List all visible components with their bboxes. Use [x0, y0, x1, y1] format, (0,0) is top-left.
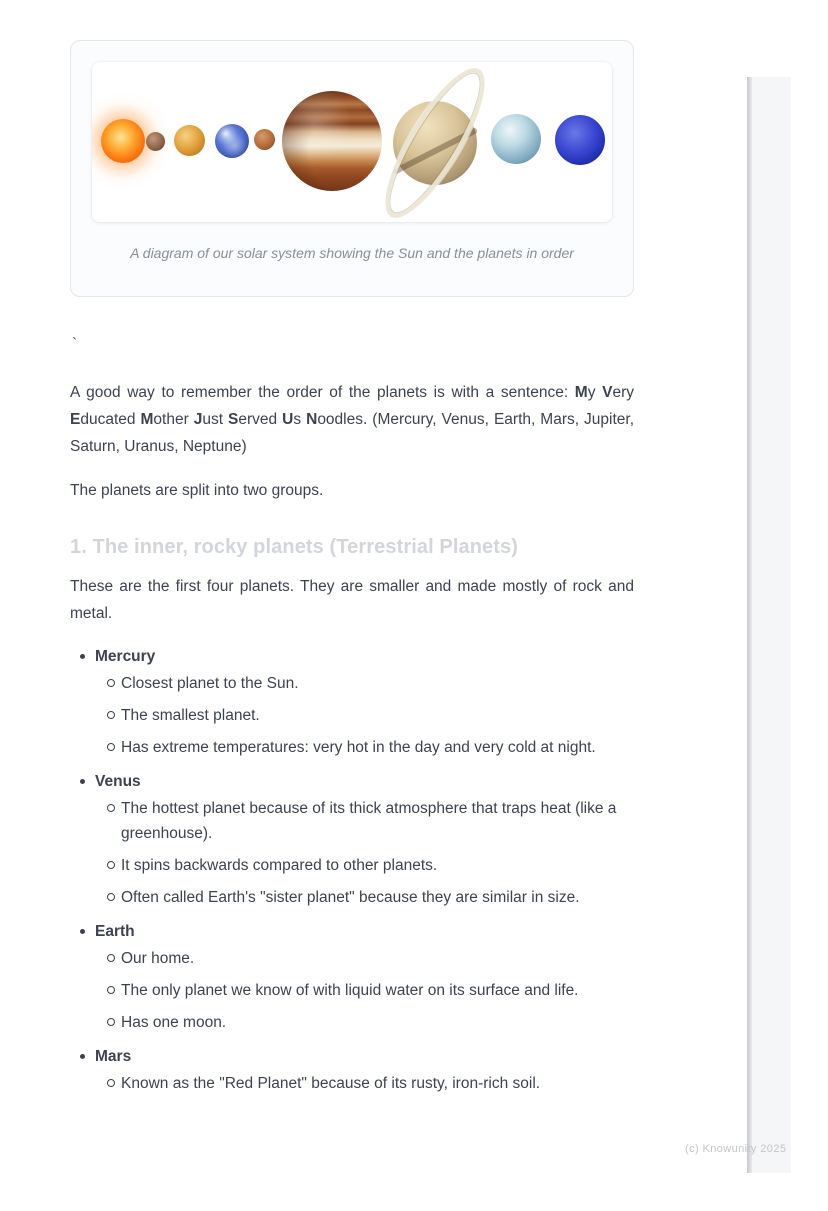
groups-paragraph: The planets are split into two groups. [70, 482, 324, 499]
mercury-image [146, 132, 165, 151]
planet-list [70, 643, 634, 1096]
mnemonic-bold-letter: U [282, 411, 294, 428]
mnemonic-text: A good way to remember the order of the planets is with a sentence: [70, 384, 575, 401]
solar-system-image [92, 62, 612, 222]
sun-image [101, 119, 145, 163]
mnemonic-bold-letter: V [602, 384, 613, 401]
planet-fact: The hottest planet because of its thick atmosphere that traps heat (like a greenhouse). [95, 796, 634, 846]
planet-name: Mars [95, 1048, 132, 1065]
planet-fact: The smallest planet. [95, 703, 634, 728]
mnemonic-text: ery [612, 384, 634, 401]
saturn-ring-image [368, 62, 501, 222]
planet-item [80, 643, 634, 760]
earth-image [215, 124, 249, 158]
stray-backtick: ` [72, 336, 78, 353]
watermark: (c) Knowunity 2025 [685, 1143, 787, 1155]
mnemonic-text: s [293, 411, 307, 428]
planet-name: Earth [95, 923, 135, 940]
planet-fact-list [95, 796, 634, 910]
uranus-image [491, 114, 541, 164]
mnemonic-bold-letter: S [228, 411, 239, 428]
planet-fact: Our home. [95, 946, 634, 971]
planet-item [80, 1043, 634, 1096]
planet-fact: Often called Earth's "sister planet" because they are similar in size. [95, 885, 634, 910]
scrollbar-thumb[interactable] [747, 77, 752, 1173]
planet-fact: It spins backwards compared to other planets. [95, 853, 634, 878]
mnemonic-paragraph [70, 379, 634, 460]
mnemonic-bold-letter: E [70, 411, 81, 428]
neptune-image [555, 115, 605, 165]
planet-fact: Has extreme temperatures: very hot in the day and very cold at night. [95, 735, 634, 760]
figure-caption: A diagram of our solar system showing the Sun and the planets in order [130, 245, 574, 261]
planet-name: Venus [95, 773, 141, 790]
mnemonic-text: oodles. (Mercury, Venus, Earth, Mars, Jupiter, Saturn, Uranus, Neptune) [70, 411, 635, 455]
planet-fact-list [95, 1071, 634, 1096]
mnemonic-bold-letter: M [574, 384, 588, 401]
planet-name: Mercury [95, 648, 156, 665]
mnemonic-text: y [587, 384, 603, 401]
planet-fact: The only planet we know of with liquid water on its surface and life. [95, 978, 634, 1003]
planet-fact: Known as the "Red Planet" because of its rusty, iron-rich soil. [95, 1071, 634, 1096]
planet-fact: Has one moon. [95, 1010, 634, 1035]
section-heading: 1. The inner, rocky planets (Terrestrial Planets) [70, 536, 519, 558]
section-intro: These are the first four planets. They are smaller and made mostly of rock and metal. [70, 578, 634, 622]
mnemonic-text: ust [202, 411, 229, 428]
mars-image [254, 129, 275, 150]
mnemonic-bold-letter: M [140, 411, 154, 428]
mnemonic-text: ducated [80, 411, 141, 428]
scrollbar-track[interactable] [747, 77, 791, 1173]
planet-item [80, 768, 634, 910]
mnemonic-text: other [153, 411, 194, 428]
mnemonic-bold-letter: N [306, 411, 318, 428]
planet-item [80, 918, 634, 1035]
mnemonic-text: erved [238, 411, 283, 428]
solar-system-figure [70, 40, 634, 297]
planet-fact-list [95, 671, 634, 760]
jupiter-image [282, 91, 382, 191]
mnemonic-bold-letter: J [193, 411, 203, 428]
planet-fact: Closest planet to the Sun. [95, 671, 634, 696]
planet-fact-list [95, 946, 634, 1035]
venus-image [174, 125, 205, 156]
document-page [70, 40, 634, 1096]
